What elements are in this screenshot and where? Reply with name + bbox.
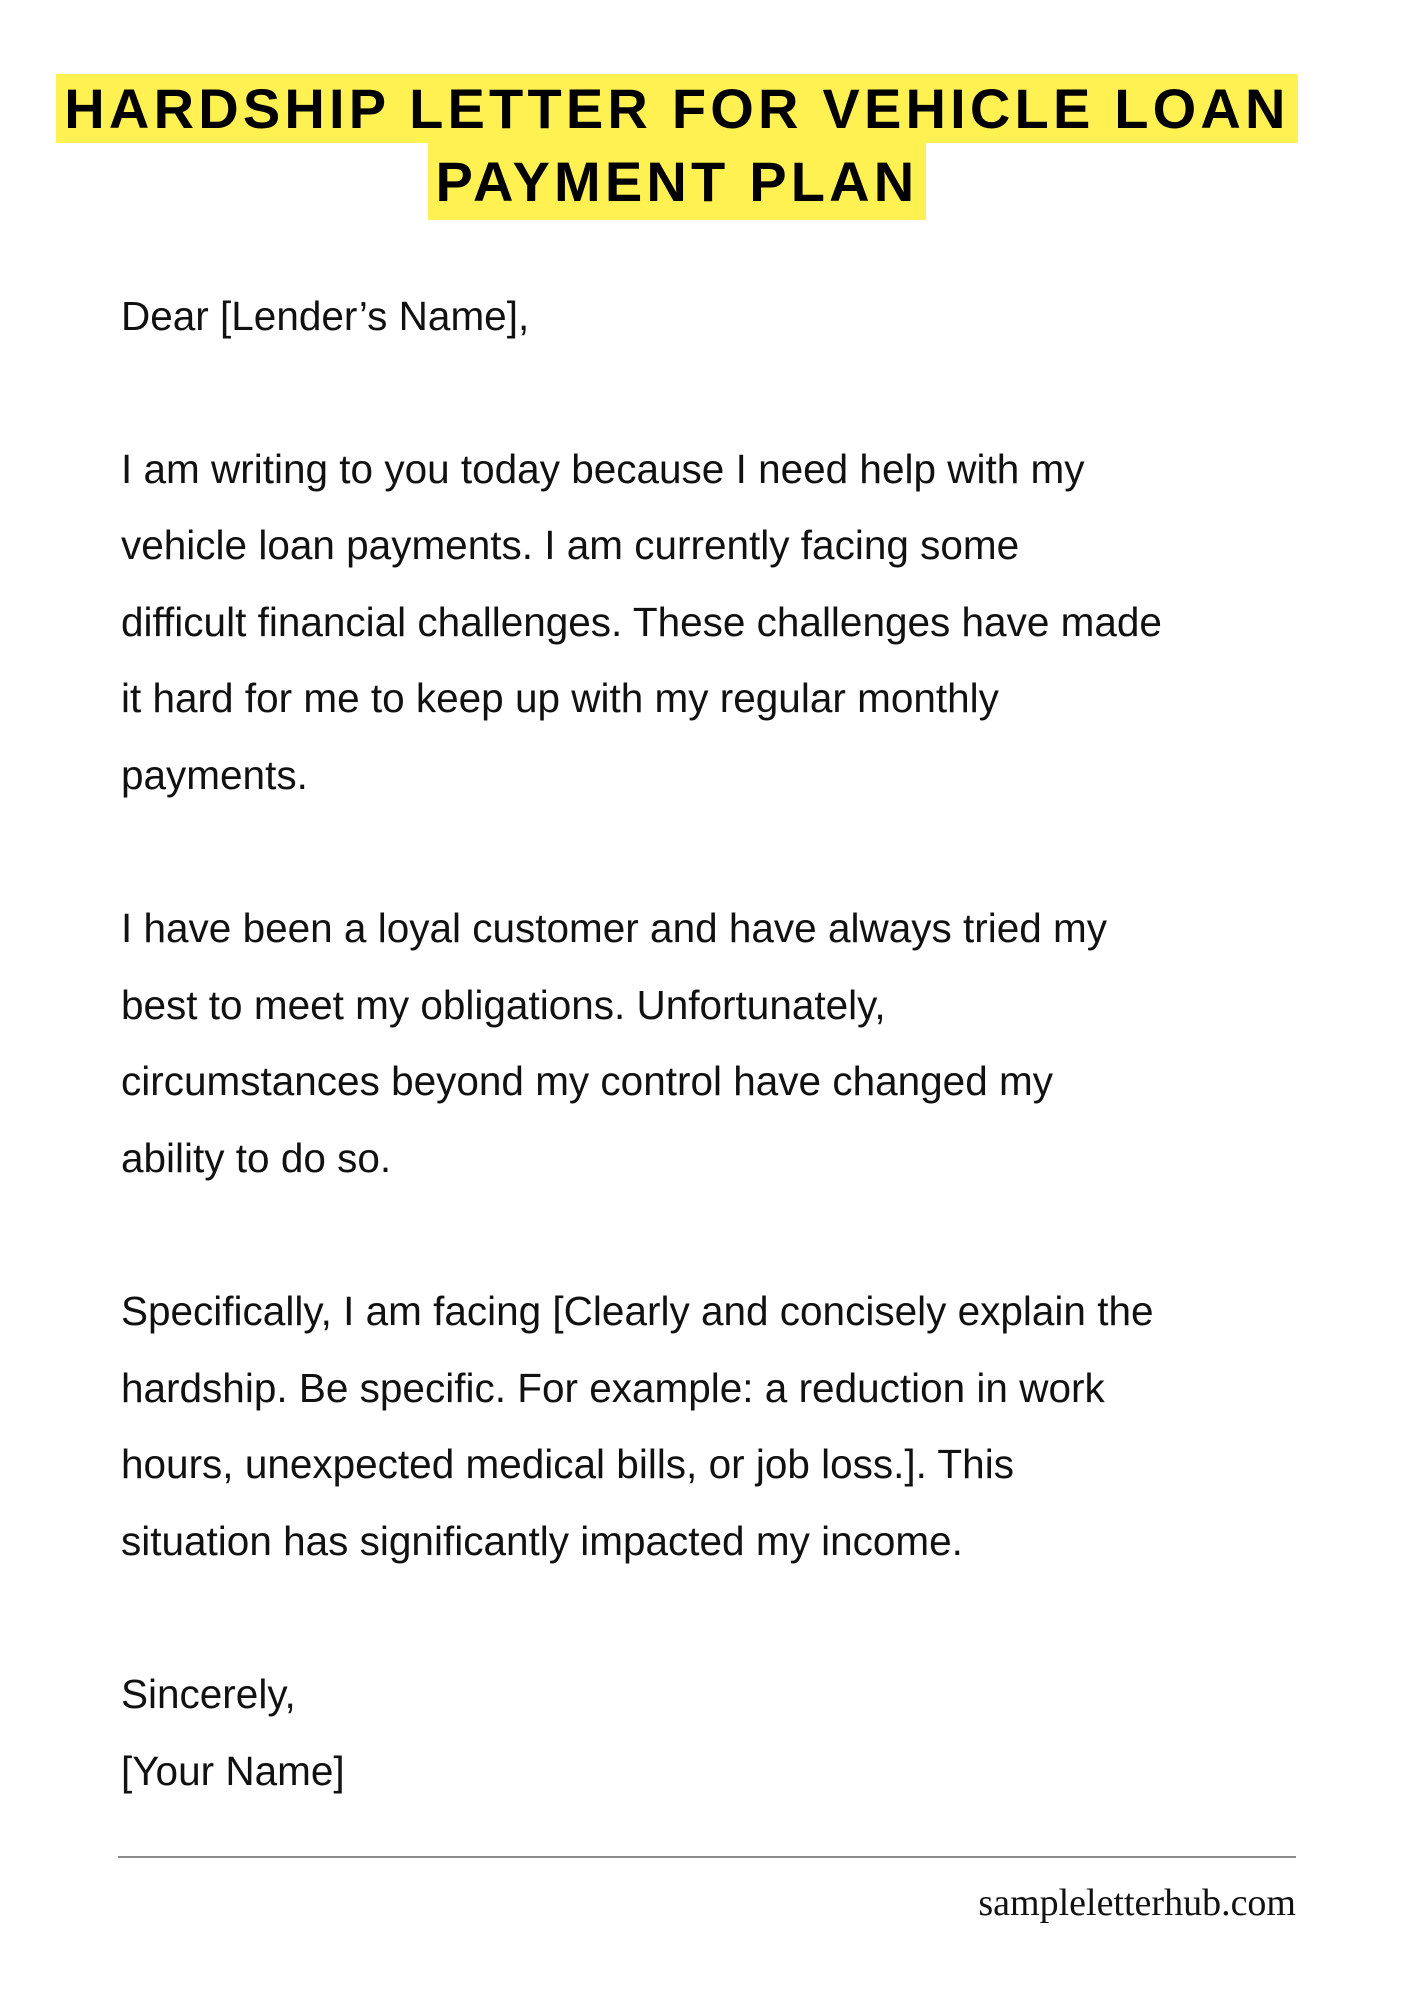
paragraph-line: hardship. Be specific. For example: a reduction in work (121, 1365, 1105, 1411)
title-line-2: PAYMENT PLAN (428, 143, 927, 220)
title-line-1: HARDSHIP LETTER FOR VEHICLE LOAN (56, 74, 1297, 143)
paragraph-line: I have been a loyal customer and have always tried my (121, 905, 1108, 951)
footer-divider (118, 1856, 1296, 1858)
paragraph-line: best to meet my obligations. Unfortunately, (121, 982, 886, 1028)
paragraph-line: payments. (121, 752, 308, 798)
signature-placeholder: [Your Name] (121, 1748, 345, 1794)
letter-title (0, 74, 1354, 220)
paragraph-line: circumstances beyond my control have changed my (121, 1058, 1053, 1104)
paragraph-line: vehicle loan payments. I am currently facing some (121, 522, 1020, 568)
footer-website: sampleletterhub.com (978, 1882, 1296, 1924)
paragraph-line: Specifically, I am facing [Clearly and concisely explain the (121, 1288, 1154, 1334)
paragraph-line: hours, unexpected medical bills, or job loss.]. This (121, 1441, 1014, 1487)
closing: Sincerely, (121, 1671, 296, 1717)
paragraph-line: it hard for me to keep up with my regular monthly (121, 675, 999, 721)
paragraph-line: difficult financial challenges. These challenges have made (121, 599, 1162, 645)
paragraph-line: I am writing to you today because I need help with my (121, 446, 1085, 492)
paragraph-line: situation has significantly impacted my income. (121, 1518, 963, 1564)
paragraph-line: ability to do so. (121, 1135, 392, 1181)
salutation: Dear [Lender’s Name], (121, 293, 530, 339)
